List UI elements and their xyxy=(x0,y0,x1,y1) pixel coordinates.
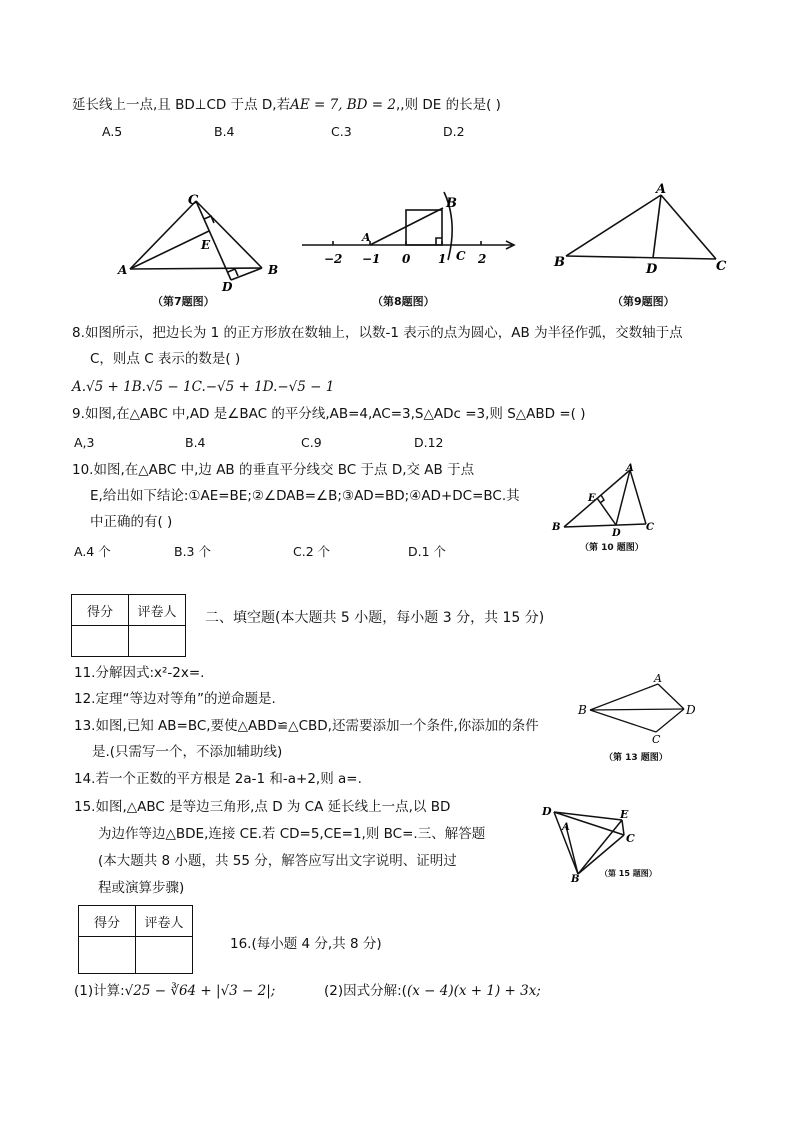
fig10-label-e: E xyxy=(588,493,596,504)
q7-option-d: D.2 xyxy=(443,124,465,139)
figure-9 xyxy=(552,180,732,275)
figure-10 xyxy=(548,460,668,540)
score-box-cell-grader[interactable] xyxy=(129,626,186,657)
fig8-tick-1: 1 xyxy=(438,252,447,266)
fig13-side-cd xyxy=(656,709,684,732)
q12: 12.定理“等边对等角”的逆命题是. xyxy=(74,691,276,707)
fig15-label-b: B xyxy=(571,874,580,882)
fig8-label-a: A xyxy=(362,231,371,244)
q10-option-b: B.3 个 xyxy=(174,544,211,559)
fig15-label-c: C xyxy=(626,832,635,845)
fig10-label-b: B xyxy=(552,522,561,533)
score-box-cell-score[interactable] xyxy=(72,626,129,657)
fig8-tick-0: 0 xyxy=(402,252,411,266)
fig10-side-bc xyxy=(564,524,646,527)
fig9-caption: （第9题图） xyxy=(612,295,675,308)
fig7-side-cb xyxy=(196,201,262,268)
section2-title: 二、填空题(本大题共 5 小题，每小题 3 分，共 15 分) xyxy=(205,610,545,626)
fig10-side-ac xyxy=(630,470,646,524)
fig15-label-e: E xyxy=(620,808,629,821)
q8-options: A.√5 + 1B.√5 − 1C.−√5 + 1D.−√5 − 1 xyxy=(72,379,335,395)
q9-option-b: B.4 xyxy=(185,435,206,450)
figure-7 xyxy=(112,188,292,298)
q14: 14.若一个正数的平方根是 2a-1 和-a+2,则 a=. xyxy=(74,771,362,787)
fig13-label-c: C xyxy=(652,733,661,744)
q10-line2: E,给出如下结论:①AE=BE;②∠DAB=∠B;③AD=BD;④AD+DC=BC.其 xyxy=(90,488,520,504)
fig15-label-a: A xyxy=(562,822,570,833)
fig15-side-eb xyxy=(578,820,622,874)
fig9-line-ad xyxy=(653,195,661,258)
fig7-label-e: E xyxy=(201,238,211,252)
fig7-side-ac xyxy=(130,201,196,269)
q7-option-c: C.3 xyxy=(331,124,352,139)
fig8-caption: （第8题图） xyxy=(372,295,435,308)
q8-line2: C，则点 C 表示的数是( ) xyxy=(90,351,241,367)
q7-prefix: 延长线上一点,且 BD⊥CD 于点 D,若 xyxy=(72,97,291,113)
q9-line1: 9.如图,在△ABC 中,AD 是∠BAC 的平分线,AB=4,AC=3,S△ADc =3,则 S△ABD =( ) xyxy=(72,406,586,422)
fig9-side-ac xyxy=(661,195,716,259)
q13-line2: 是.(只需写一个，不添加辅助线) xyxy=(92,744,283,760)
fig7-line-ae xyxy=(130,231,209,269)
fig13-side-ad xyxy=(658,684,684,709)
q15-line4: 程或演算步骤) xyxy=(98,880,185,896)
figure-8 xyxy=(298,190,522,270)
q8-line1: 8.如图所示，把边长为 1 的正方形放在数轴上，以数-1 表示的点为圆心，AB 为半径作弧，交数轴于点 xyxy=(72,325,683,341)
score-box-header-grader: 评卷人 xyxy=(136,906,193,937)
figure-13 xyxy=(574,672,708,744)
q7-math: AE = 7, BD = 2 xyxy=(290,97,396,113)
fig9-label-a: A xyxy=(656,182,667,197)
q7-line xyxy=(72,96,501,114)
q15-line2: 为边作等边△BDE,连接 CE.若 CD=5,CE=1,则 BC=.三、解答题 xyxy=(98,826,486,842)
q16-part1 xyxy=(74,982,275,1000)
q10-option-d: D.1 个 xyxy=(408,544,447,559)
fig7-label-a: A xyxy=(118,263,128,277)
q9-option-a: A,3 xyxy=(74,435,95,450)
q15-line3: (本大题共 8 小题，共 55 分，解答应写出文字说明、证明过 xyxy=(98,853,457,869)
fig8-label-b: B xyxy=(446,196,457,211)
fig13-side-ba xyxy=(590,684,658,710)
q10-option-a: A.4 个 xyxy=(74,544,111,559)
fig8-tick-minus1: −1 xyxy=(362,252,381,266)
fig10-label-a: A xyxy=(626,463,634,474)
fig7-label-d: D xyxy=(222,280,233,294)
fig10-label-c: C xyxy=(646,522,654,533)
fig15-label-d: D xyxy=(542,805,552,818)
score-box-header-score: 得分 xyxy=(72,595,129,626)
fig10-label-d: D xyxy=(612,528,621,539)
fig13-label-d: D xyxy=(686,703,696,717)
fig15-side-ab xyxy=(566,826,578,874)
fig8-tick-minus2: −2 xyxy=(324,252,343,266)
q16-part2 xyxy=(324,982,541,1000)
fig9-side-ab xyxy=(566,195,661,256)
fig13-line-bd xyxy=(590,709,684,710)
fig9-side-bc xyxy=(566,256,716,259)
fig8-tick-2: 2 xyxy=(478,252,487,266)
q16-part1-expr: √25 − ∛64 + |√3 − 2|; xyxy=(124,983,276,999)
fig7-caption: （第7题图） xyxy=(152,295,215,308)
fig9-label-b: B xyxy=(554,255,565,270)
q16-part2-label: (2)因式分解:( xyxy=(324,983,407,999)
section3-score-box xyxy=(78,905,193,974)
q7-suffix: ,,则 DE 的长是( ) xyxy=(396,97,501,113)
fig10-caption: （第 10 题图） xyxy=(580,543,644,553)
fig13-caption: （第 13 题图） xyxy=(604,753,668,763)
q10-line1: 10.如图,在△ABC 中,边 AB 的垂直平分线交 BC 于点 D,交 AB 于点 xyxy=(72,462,475,478)
fig8-label-c: C xyxy=(456,249,466,263)
fig15-line-ec xyxy=(622,820,624,835)
q7-option-a: A.5 xyxy=(102,124,123,139)
fig9-label-d: D xyxy=(646,262,658,275)
score-box-cell-score[interactable] xyxy=(79,937,136,974)
fig13-side-bc xyxy=(590,710,656,732)
q9-option-c: C.9 xyxy=(301,435,322,450)
section2-score-box xyxy=(71,594,186,657)
q10-option-c: C.2 个 xyxy=(293,544,331,559)
q7-option-b: B.4 xyxy=(214,124,235,139)
q15-line1: 15.如图,△ABC 是等边三角形,点 D 为 CA 延长线上一点,以 BD xyxy=(74,799,451,815)
q9-option-d: D.12 xyxy=(414,435,444,450)
fig15-caption: （第 15 题图） xyxy=(600,869,657,878)
q10-line3: 中正确的有( ) xyxy=(90,514,173,530)
q11: 11.分解因式:x²-2x=. xyxy=(74,665,205,681)
q16-title: 16.(每小题 4 分,共 8 分) xyxy=(230,936,382,952)
q13-line1: 13.如图,已知 AB=BC,要使△ABD≌△CBD,还需要添加一个条件,你添加的条件 xyxy=(74,718,539,734)
q16-part1-label: (1)计算: xyxy=(74,983,125,999)
fig13-label-b: B xyxy=(578,703,587,717)
q16-part2-expr: (x − 4)(x + 1) + 3x; xyxy=(406,983,541,999)
fig7-label-b: B xyxy=(268,263,279,277)
fig7-label-c: C xyxy=(188,193,199,208)
fig13-label-a: A xyxy=(654,672,662,685)
fig7-side-ab xyxy=(130,268,262,269)
fig10-line-ad xyxy=(616,470,630,525)
score-box-header-grader: 评卷人 xyxy=(129,595,186,626)
fig8-right-angle xyxy=(436,238,442,245)
score-box-header-score: 得分 xyxy=(79,906,136,937)
score-box-cell-grader[interactable] xyxy=(136,937,193,974)
fig9-label-c: C xyxy=(716,259,727,274)
fig10-line-ed xyxy=(597,498,616,525)
